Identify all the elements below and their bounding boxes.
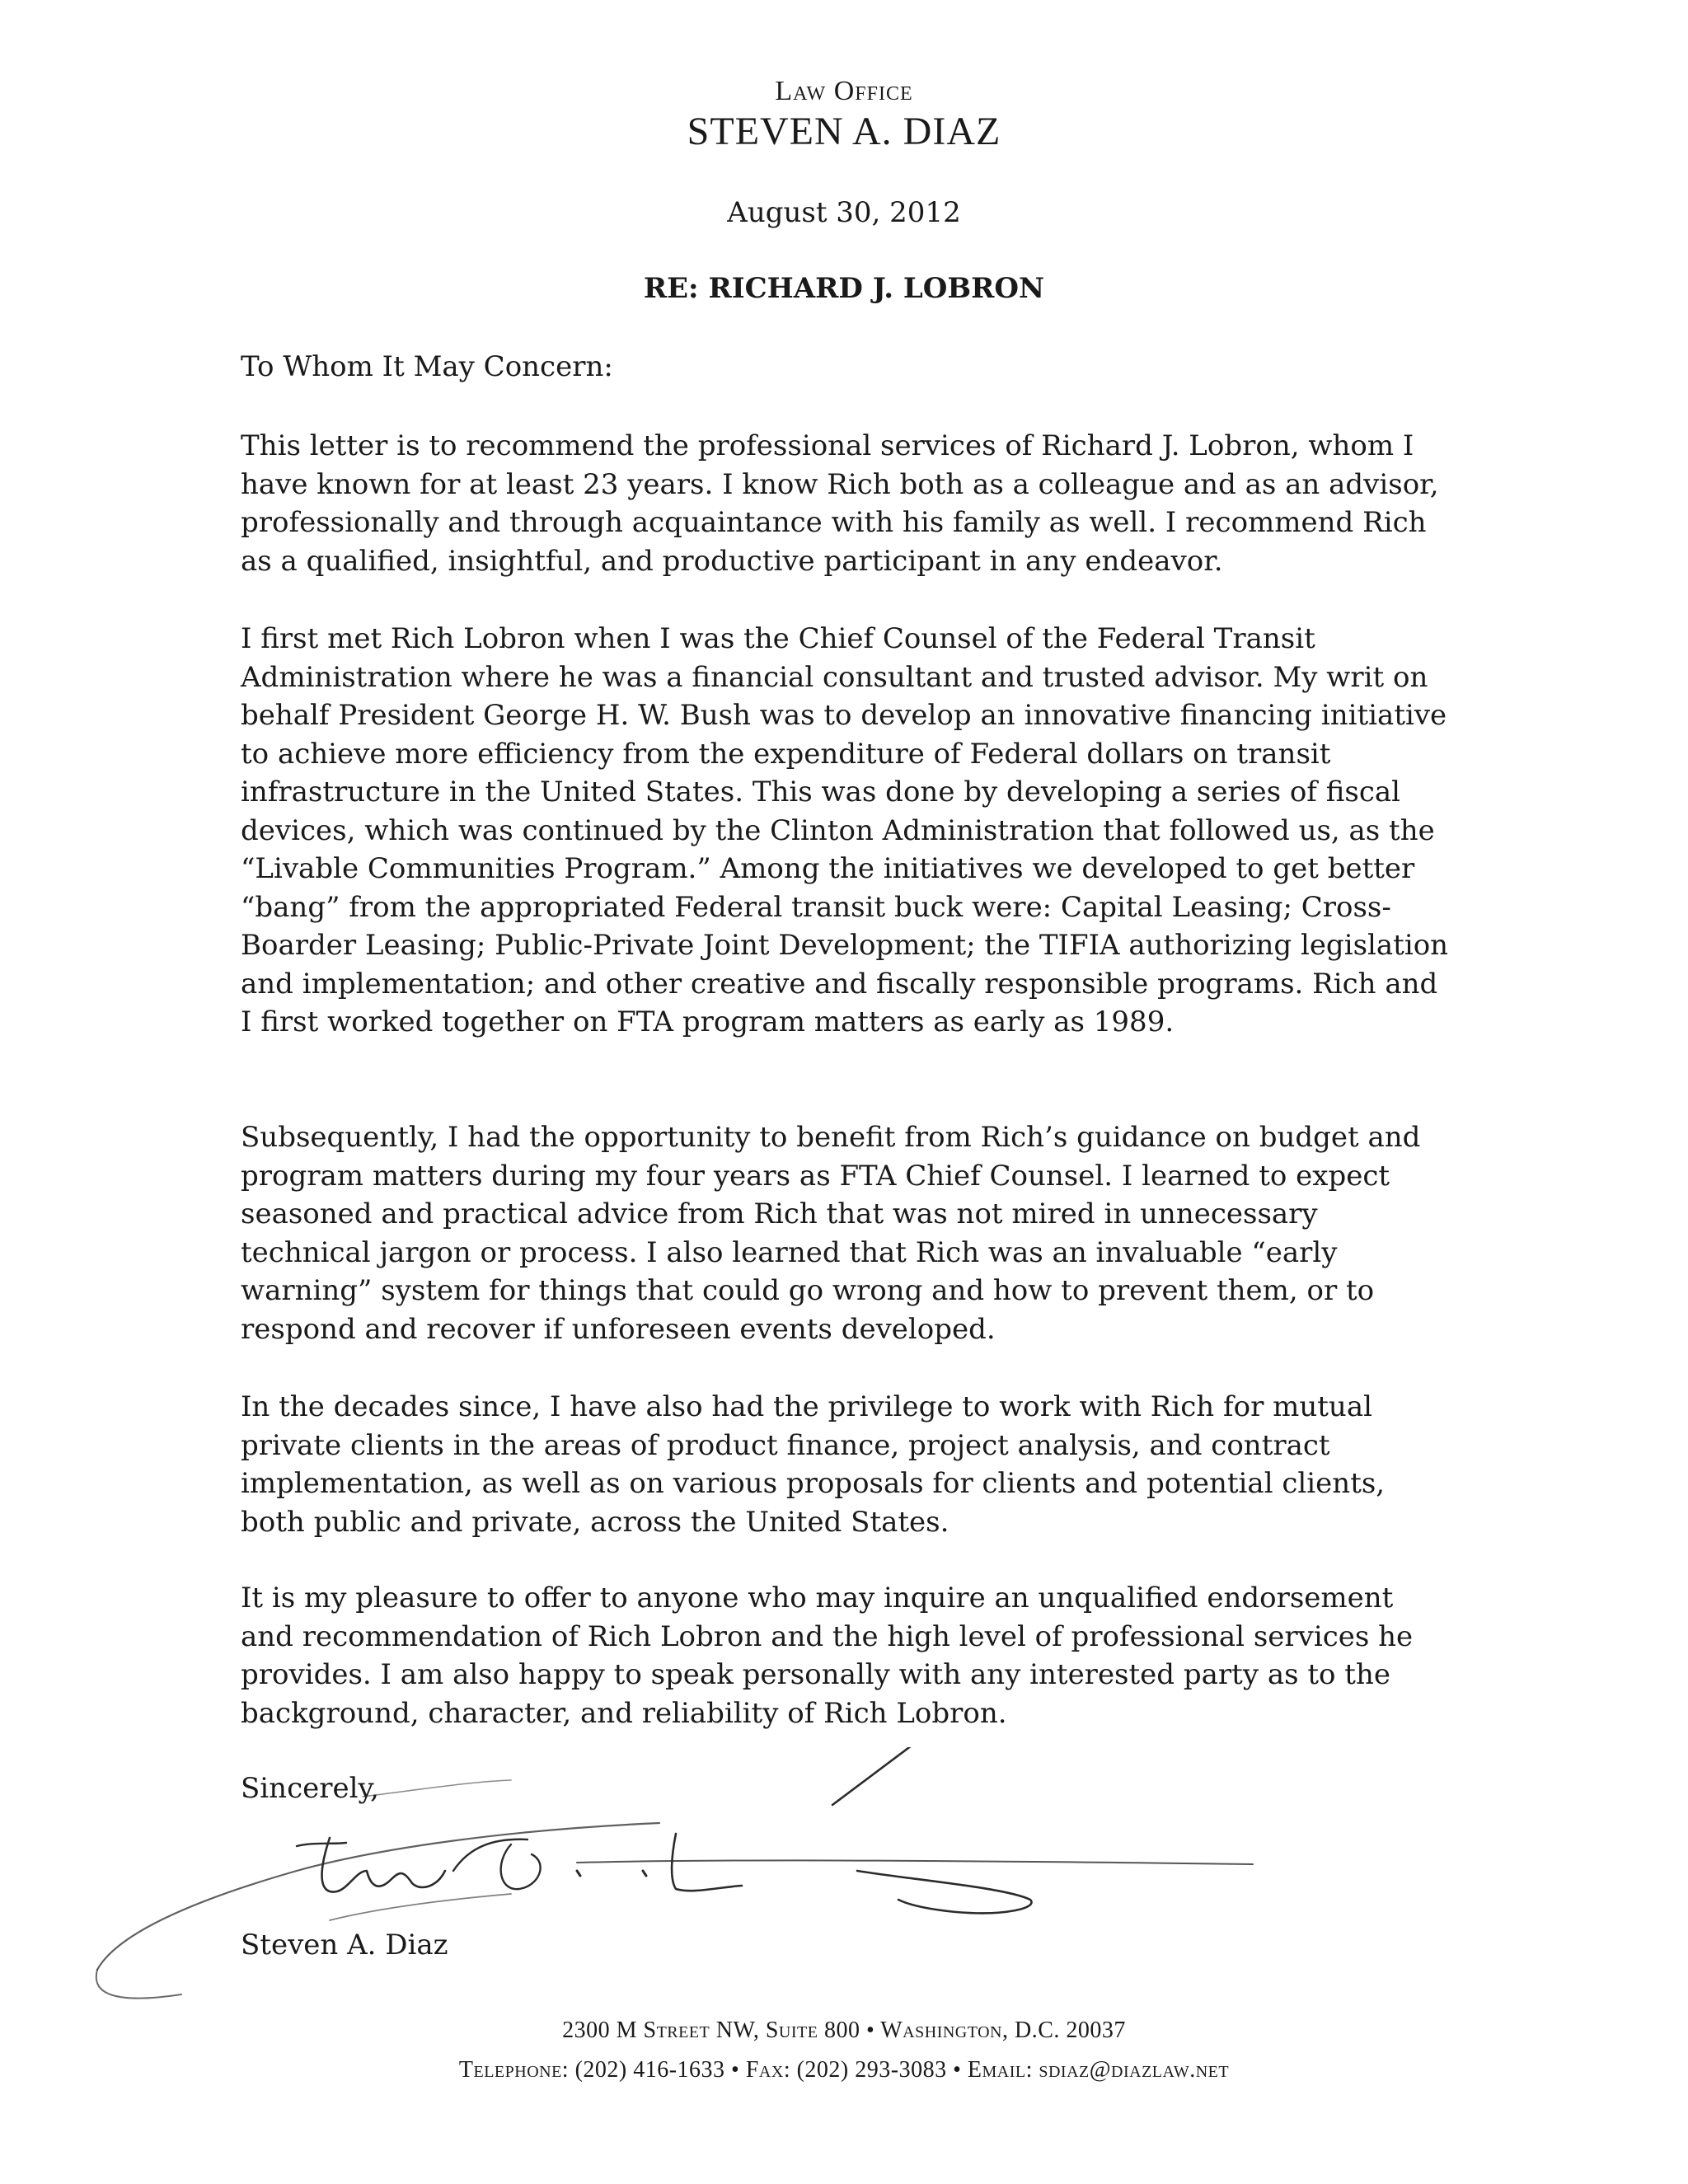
body-paragraph-5 xyxy=(241,1579,1452,1732)
body-paragraph-2 xyxy=(241,620,1452,1042)
paragraph-text: In the decades since, I have also had the privilege to work with Rich for mutual private clients in the areas of product finance, project analysis, and contract implementation, as well as on various proposals for clients and potential clients, both public and private, across the United States. xyxy=(241,1390,1386,1539)
paragraph-text: Subsequently, I had the opportunity to benefit from Rich’s guidance on budget and program matters during my four years as FTA Chief Counsel. I learned to expect seasoned and practical advice from Rich that was not mired in unnecessary technical jargon or process. I also learned that Rich was an invaluable “early warning” system for things that could go wrong and how to prevent them, or to respond and recover if unforeseen events developed. xyxy=(241,1121,1421,1346)
signer-name: Steven A. Diaz xyxy=(241,1929,448,1961)
office-address: 2300 M Street NW, Suite 800 • Washington, D.C. 20037 xyxy=(562,2018,1126,2043)
subject-line: RE: RICHARD J. LOBRON xyxy=(643,272,1045,305)
handwritten-signature xyxy=(82,1747,1286,2011)
body-paragraph-1 xyxy=(241,427,1452,580)
paragraph-text: It is my pleasure to offer to anyone who may inquire an unqualified endorsement and recommendation of Rich Lobron and the high level of professional services he provides. I am also happy to speak personally with any interested party as to the background, character, and reliability of Rich Lobron. xyxy=(241,1582,1414,1730)
office-label: Law Office xyxy=(775,76,913,106)
paragraph-text: I first met Rich Lobron when I was the Chief Counsel of the Federal Transit Administration where he was a financial consultant and trusted advisor. My writ on behalf President George H. W. Bush was to develop an innovative financing initiative to achieve more efficiency from the expenditure of Federal dollars on transit infrastructure in the United States. This was done by developing a series of fiscal devices, which was continued by the Clinton Administration that followed us, as the “Livable Communities Program.” Among the initiatives we developed to get better “bang” from the appropriated Federal transit buck were: Capital Leasing; Cross-Boarder Leasing; Public-Private Joint Development; the TIFIA authorizing legislation and implementation; and other creative and fiscally responsible programs. Rich and I first worked together on FTA program matters as early as 1989. xyxy=(241,622,1449,1038)
attorney-name: STEVEN A. DIAZ xyxy=(687,110,1001,154)
salutation: To Whom It May Concern: xyxy=(241,350,613,383)
body-paragraph-4 xyxy=(241,1388,1452,1541)
paragraph-text: This letter is to recommend the professional services of Richard J. Lobron, whom I have known for at least 23 years. I know Rich both as a colleague and as an advisor, professionally and through acquaintance with his family as well. I recommend Rich as a qualified, insightful, and productive participant in any endeavor. xyxy=(241,429,1439,578)
contact-info: Telephone: (202) 416-1633 • Fax: (202) 293-3083 • Email: sdiaz@diazlaw.net xyxy=(458,2057,1230,2083)
letterhead xyxy=(0,76,1688,156)
letter-date: August 30, 2012 xyxy=(727,196,961,229)
body-paragraph-3 xyxy=(241,1118,1452,1348)
closing: Sincerely, xyxy=(241,1772,379,1805)
letterhead-footer xyxy=(0,2011,1688,2090)
